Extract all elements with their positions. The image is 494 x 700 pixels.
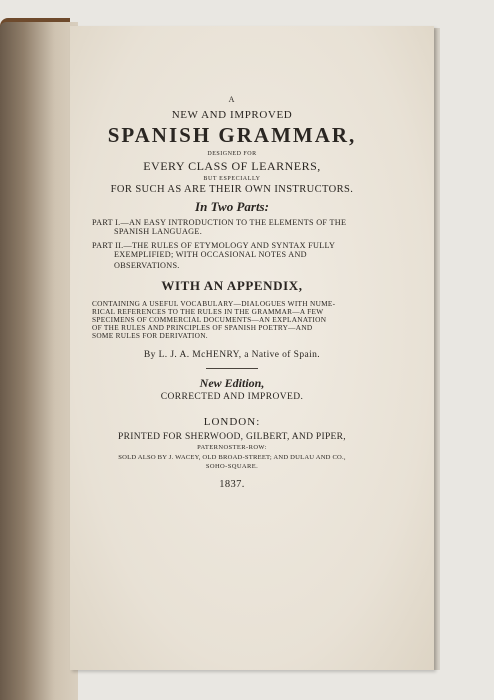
title-page-text xyxy=(92,96,372,491)
article: A xyxy=(228,95,236,104)
sold-by: SOLD ALSO BY J. WACEY, OLD BROAD-STREET; AND DULAU AND CO., xyxy=(118,454,346,462)
edition: New Edition, xyxy=(199,375,265,390)
publication-place: LONDON: xyxy=(203,416,261,429)
part-one xyxy=(92,218,372,237)
appendix-line-4: OF THE RULES AND PRINCIPLES OF SPANISH POETRY—AND xyxy=(92,323,313,333)
part-two-line-2: EXEMPLIFIED; WITH OCCASIONAL NOTES AND xyxy=(114,250,307,260)
appendix-description xyxy=(92,300,372,340)
sold-address: SOHO-SQUARE. xyxy=(205,463,259,471)
in-two-parts: In Two Parts: xyxy=(195,198,269,214)
appendix-heading: WITH AN APPENDIX, xyxy=(161,277,303,293)
appendix-line-5: SOME RULES FOR DERIVATION. xyxy=(92,331,208,341)
book-spine xyxy=(0,22,78,700)
part-two-line-3: OBSERVATIONS. xyxy=(114,260,180,270)
part-two-line-1: PART II.—THE RULES OF ETYMOLOGY AND SYNTAX FULLY xyxy=(92,241,336,251)
appendix-line-2: RICAL REFERENCES TO THE RULES IN THE GRAMMAR—A FEW xyxy=(92,307,324,317)
printer: PRINTED FOR SHERWOOD, GILBERT, AND PIPER, xyxy=(118,431,346,442)
part-two xyxy=(92,241,372,271)
publication-year: 1837. xyxy=(219,479,245,491)
edition-note: CORRECTED AND IMPROVED. xyxy=(160,391,304,402)
book-title: SPANISH GRAMMAR, xyxy=(107,122,357,147)
audience-special: FOR SUCH AS ARE THEIR OWN INSTRUCTORS. xyxy=(110,184,354,196)
but-especially: BUT ESPECIALLY xyxy=(203,175,261,182)
part-one-line-1: PART I.—AN EASY INTRODUCTION TO THE ELEMENTS OF THE xyxy=(92,218,347,228)
designed-for: DESIGNED FOR xyxy=(207,150,257,157)
part-one-line-2: SPANISH LANGUAGE. xyxy=(114,227,203,237)
audience: EVERY CLASS OF LEARNERS, xyxy=(143,158,321,173)
author-line: By L. J. A. McHENRY, a Native of Spain. xyxy=(143,350,321,361)
divider-rule xyxy=(206,368,258,369)
printer-address: PATERNOSTER-ROW: xyxy=(197,443,267,451)
appendix-line-1: CONTAINING A USEFUL VOCABULARY—DIALOGUES WITH NUME- xyxy=(92,299,336,309)
appendix-line-3: SPECIMENS OF COMMERCIAL DOCUMENTS—AN EXPLANATION xyxy=(92,315,327,325)
subtitle-top: NEW AND IMPROVED xyxy=(171,108,293,121)
